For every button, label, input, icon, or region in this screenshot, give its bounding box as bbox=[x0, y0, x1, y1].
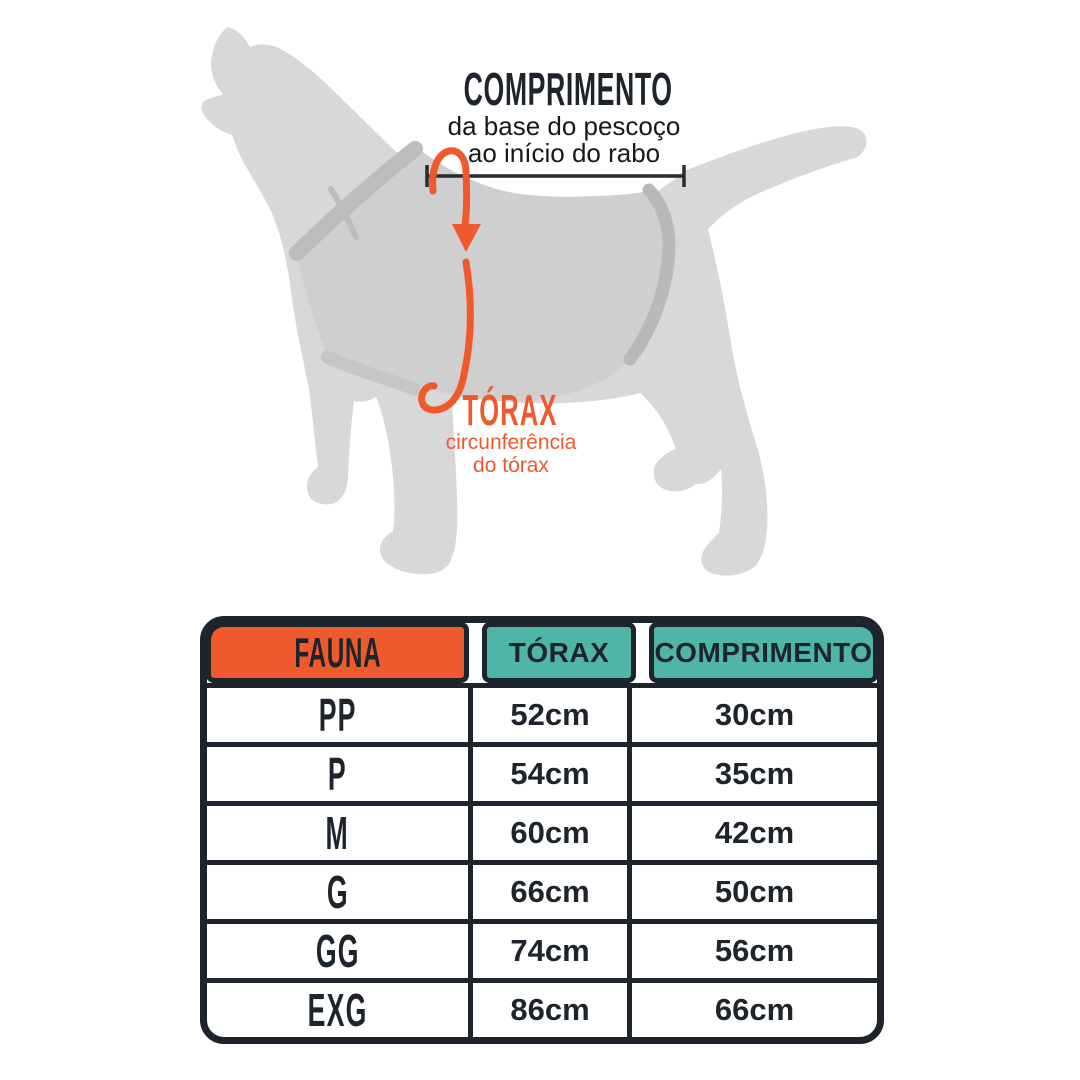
torax-cell bbox=[473, 747, 632, 801]
torax-value: 52cm bbox=[510, 697, 590, 732]
girth-subtitle-line2: do tórax bbox=[473, 454, 549, 477]
table-row bbox=[207, 742, 877, 801]
table-row bbox=[207, 683, 877, 742]
header-cell-brand bbox=[206, 622, 469, 683]
torax-cell bbox=[473, 924, 632, 978]
size-cell bbox=[207, 688, 473, 742]
length-title bbox=[368, 62, 768, 116]
comprimento-cell bbox=[632, 806, 877, 860]
size-table bbox=[200, 616, 884, 1044]
torax-cell bbox=[473, 865, 632, 919]
comprimento-value: 35cm bbox=[714, 756, 795, 791]
torax-value: 60cm bbox=[510, 815, 590, 850]
comprimento-value: 42cm bbox=[714, 815, 795, 850]
torax-value: 54cm bbox=[510, 756, 590, 791]
length-title-text: COMPRIMENTO bbox=[463, 63, 673, 115]
size-label: EXG bbox=[307, 984, 368, 1036]
comprimento-value: 56cm bbox=[714, 933, 795, 968]
comprimento-cell bbox=[632, 688, 877, 742]
comprimento-value: 50cm bbox=[714, 874, 795, 909]
size-cell bbox=[207, 983, 473, 1037]
brand-label: FAUNA bbox=[294, 628, 381, 676]
size-cell bbox=[207, 924, 473, 978]
size-table-body bbox=[207, 683, 877, 1037]
header-cell-torax: TÓRAX bbox=[482, 622, 636, 683]
torax-cell bbox=[473, 688, 632, 742]
size-label: P bbox=[328, 748, 347, 800]
torax-cell bbox=[473, 983, 632, 1037]
size-label: PP bbox=[318, 689, 357, 741]
girth-title-text: TÓRAX bbox=[462, 386, 558, 435]
size-label: G bbox=[326, 866, 349, 918]
table-row bbox=[207, 919, 877, 978]
length-subtitle-line1: da base do pescoço bbox=[447, 111, 681, 141]
table-row bbox=[207, 978, 877, 1037]
torax-cell bbox=[473, 806, 632, 860]
length-subtitle-line2: ao início do rabo bbox=[467, 138, 661, 168]
size-table-header bbox=[206, 622, 878, 683]
comprimento-cell bbox=[632, 983, 877, 1037]
torax-value: 66cm bbox=[510, 874, 590, 909]
girth-title bbox=[410, 386, 610, 436]
torax-value: 86cm bbox=[510, 992, 590, 1027]
comprimento-cell bbox=[632, 924, 877, 978]
size-label: GG bbox=[315, 925, 360, 977]
size-cell bbox=[207, 865, 473, 919]
girth-subtitle-line1: circunferência bbox=[445, 431, 577, 454]
comprimento-cell bbox=[632, 747, 877, 801]
comprimento-value: 30cm bbox=[714, 697, 795, 732]
size-label: M bbox=[325, 807, 350, 859]
size-cell bbox=[207, 806, 473, 860]
torax-value: 74cm bbox=[510, 933, 590, 968]
size-cell bbox=[207, 747, 473, 801]
table-row bbox=[207, 860, 877, 919]
table-row bbox=[207, 801, 877, 860]
header-cell-comprimento: COMPRIMENTO bbox=[649, 622, 878, 683]
comprimento-value: 66cm bbox=[714, 992, 795, 1027]
comprimento-cell bbox=[632, 865, 877, 919]
